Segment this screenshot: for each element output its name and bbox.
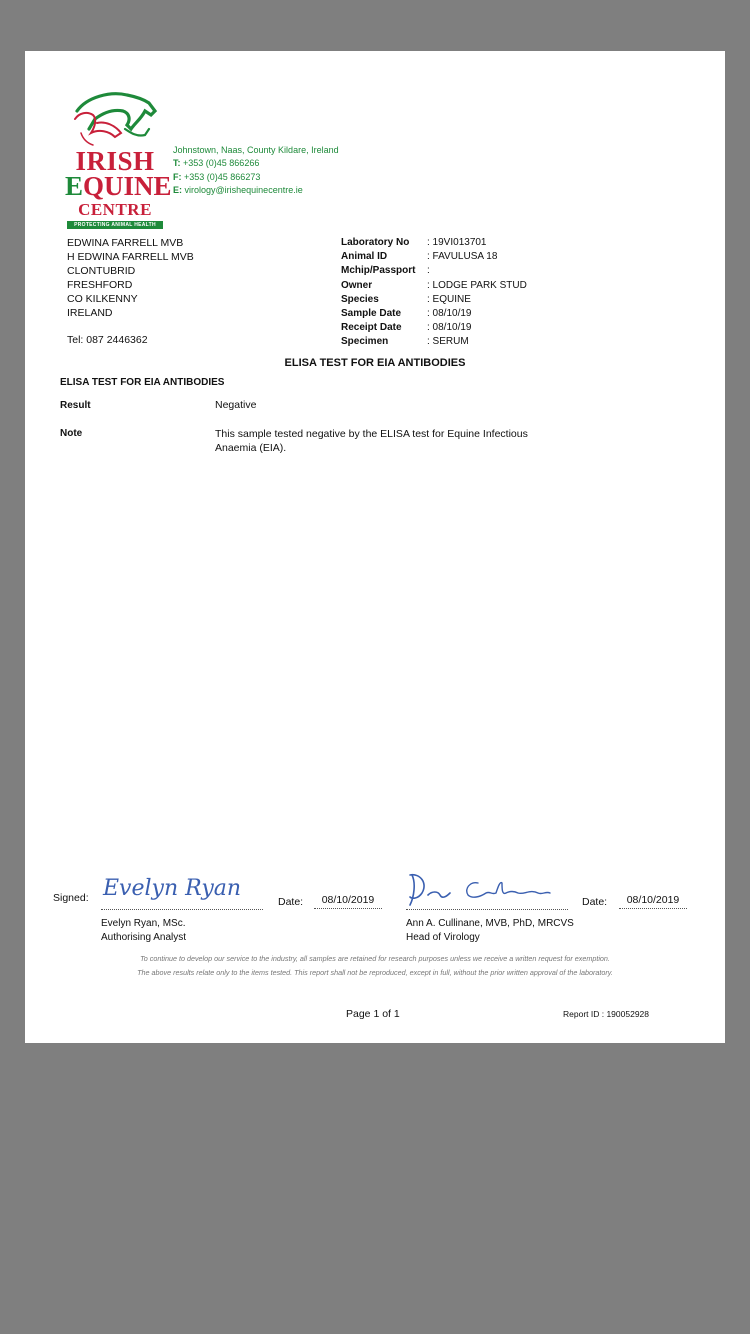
signatory-1-role: Authorising Analyst: [101, 931, 187, 943]
sample-details: [341, 236, 527, 350]
report-id: Report ID : 190052928: [563, 1009, 650, 1019]
signatory-2-name: Ann A. Cullinane, MVB, PhD, MRCVS: [406, 918, 574, 929]
horse-logo-icon: [65, 89, 165, 149]
recipient-line: FRESHFORD: [67, 279, 133, 291]
page-number: Page 1 of 1: [346, 1008, 400, 1020]
signatory-1: [101, 917, 186, 944]
signatory-2-role: Head of Virology: [406, 931, 480, 943]
signatory-2: [406, 917, 574, 944]
logo-equine-e: E: [65, 171, 84, 201]
result-label: Result: [60, 400, 91, 411]
date-label-1: Date:: [278, 896, 304, 908]
date-value-1: 08/10/2019: [314, 894, 382, 909]
note-label: Note: [60, 428, 83, 439]
detail-row-animal-id: Animal ID : FAVULUSA 18: [341, 251, 498, 263]
disclaimer-line-1: To continue to develop our service to the industry, all samples are retained for research purposes unless we receive a written request for exemption.: [140, 954, 610, 963]
recipient-address: [67, 236, 194, 320]
signature-evelyn-ryan: [101, 869, 263, 909]
recipient-line: H EDWINA FARRELL MVB: [67, 251, 194, 263]
detail-row-owner: Owner : LODGE PARK STUD: [341, 279, 527, 291]
recipient-line: IRELAND: [67, 307, 113, 319]
logo-equine-rest: QUINE: [83, 171, 172, 201]
test-title-centered: ELISA TEST FOR EIA ANTIBODIES: [284, 357, 466, 369]
signature-ann-cullinane: [406, 869, 568, 909]
contact-email[interactable]: E: virology@irishequinecentre.ie: [173, 184, 303, 195]
signature-line-2: [406, 909, 568, 910]
logo-centre: CENTRE: [78, 200, 152, 219]
detail-row-specimen: Specimen : SERUM: [341, 336, 469, 348]
detail-row-species: Species : EQUINE: [341, 293, 471, 305]
signed-label: Signed:: [53, 892, 89, 904]
recipient-tel: Tel: 087 2446362: [67, 334, 148, 346]
detail-row-mchip: Mchip/Passport :: [341, 265, 430, 277]
contact-block: [173, 144, 339, 197]
signatory-1-name: Evelyn Ryan, MSc.: [101, 918, 186, 929]
recipient-line: CO KILKENNY: [67, 293, 138, 305]
signature-line-1: [101, 909, 263, 910]
recipient-line: EDWINA FARRELL MVB: [67, 237, 184, 249]
disclaimer-line-2: The above results relate only to the items tested. This report shall not be reproduced, except in full, without the prior written approval of the laboratory.: [137, 968, 613, 977]
disclaimer: [25, 952, 725, 980]
contact-fax: F: +353 (0)45 866273: [173, 171, 261, 182]
date-value-2: 08/10/2019: [619, 894, 687, 909]
contact-address: Johnstown, Naas, County Kildare, Ireland: [173, 145, 339, 155]
recipient-line: CLONTUBRID: [67, 265, 136, 277]
report-page: [25, 51, 725, 1043]
logo-tagline: PROTECTING ANIMAL HEALTH: [67, 221, 163, 229]
date-label-2: Date:: [582, 896, 608, 908]
test-title-section: ELISA TEST FOR EIA ANTIBODIES: [60, 377, 225, 388]
detail-row-receipt-date: Receipt Date : 08/10/19: [341, 322, 472, 334]
logo-equine: [65, 171, 172, 202]
result-value: Negative: [215, 399, 257, 411]
contact-tel: T: +353 (0)45 866266: [173, 158, 260, 169]
detail-row-sample-date: Sample Date : 08/10/19: [341, 308, 472, 320]
logo-irish: IRISH: [75, 146, 155, 176]
irish-equine-centre-logo: [65, 89, 172, 228]
svg-text:Evelyn Ryan: Evelyn Ryan: [103, 876, 242, 901]
detail-row-lab-no: Laboratory No : 19VI013701: [341, 237, 487, 248]
note-value: This sample tested negative by the ELISA test for Equine Infectious Anaemia (EIA).: [215, 428, 528, 454]
